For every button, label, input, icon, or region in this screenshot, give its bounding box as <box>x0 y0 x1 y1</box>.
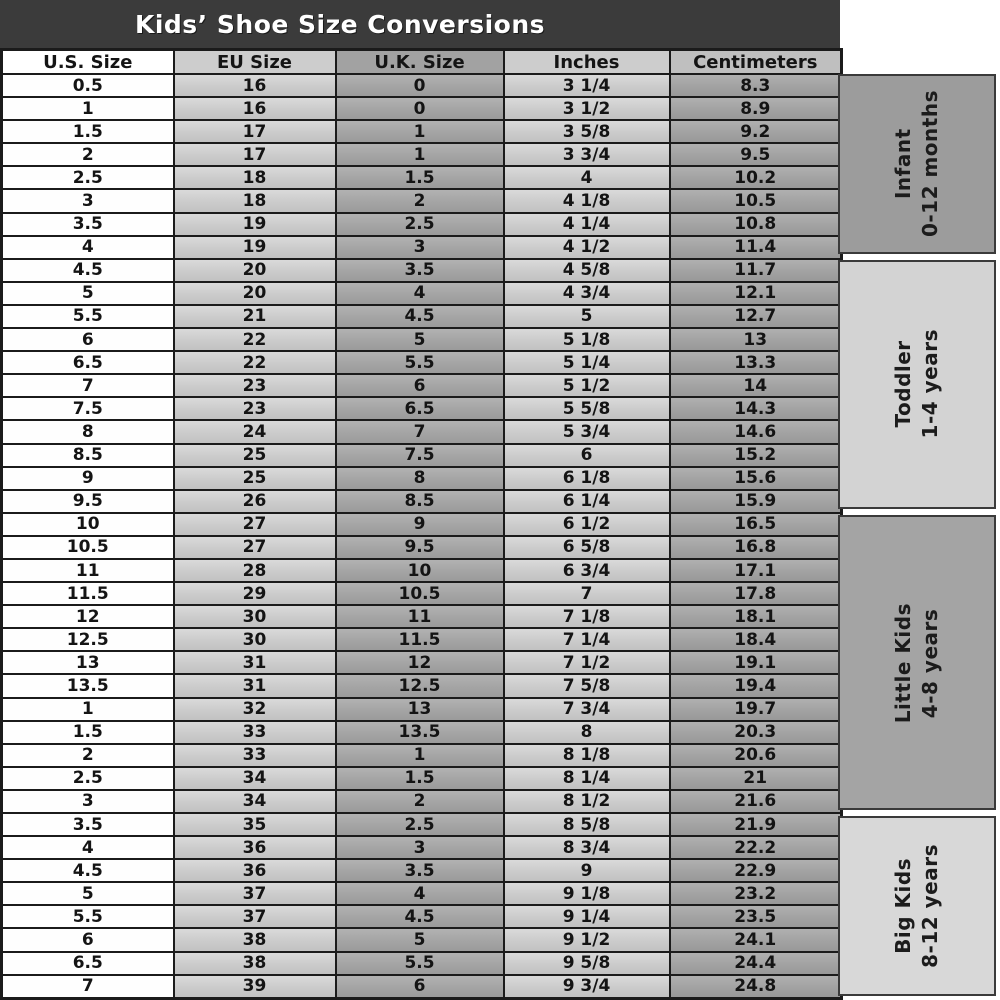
table-cell: 7 1/2 <box>504 651 670 674</box>
table-cell: 4 <box>336 882 504 905</box>
table-cell: 7.5 <box>336 444 504 467</box>
age-group-name: Little Kids <box>891 602 915 723</box>
table-cell: 22 <box>174 328 336 351</box>
table-row <box>2 882 842 905</box>
table-cell: 34 <box>174 790 336 813</box>
table-cell: 0.5 <box>2 74 174 97</box>
table-cell: 4 1/8 <box>504 189 670 212</box>
table-cell: 12.7 <box>670 305 842 328</box>
table-cell: 21 <box>670 767 842 790</box>
table-row <box>2 536 842 559</box>
table-cell: 8 3/4 <box>504 836 670 859</box>
table-cell: 14.3 <box>670 397 842 420</box>
table-cell: 4 <box>504 166 670 189</box>
table-cell: 14 <box>670 374 842 397</box>
table-cell: 1.5 <box>336 166 504 189</box>
table-cell: 4.5 <box>336 905 504 928</box>
table-cell: 15.6 <box>670 467 842 490</box>
table-cell: 10.2 <box>670 166 842 189</box>
age-group-band <box>838 816 996 996</box>
table-cell: 16.8 <box>670 536 842 559</box>
table-cell: 2.5 <box>336 213 504 236</box>
table-cell: 1 <box>336 143 504 166</box>
table-cell: 27 <box>174 513 336 536</box>
table-cell: 6.5 <box>2 351 174 374</box>
age-group-name: Big Kids <box>891 858 915 955</box>
table-cell: 3 <box>2 189 174 212</box>
table-cell: 9 <box>2 467 174 490</box>
header-row <box>2 50 842 75</box>
table-cell: 19.1 <box>670 651 842 674</box>
table-cell: 6 1/2 <box>504 513 670 536</box>
table-cell: 5 <box>504 305 670 328</box>
table-row <box>2 952 842 975</box>
table-row <box>2 259 842 282</box>
table-row <box>2 351 842 374</box>
table-cell: 8.9 <box>670 97 842 120</box>
table-cell: 23 <box>174 374 336 397</box>
table-row <box>2 674 842 697</box>
table-cell: 16.5 <box>670 513 842 536</box>
table-cell: 3 3/4 <box>504 143 670 166</box>
table-cell: 13 <box>670 328 842 351</box>
table-cell: 4.5 <box>336 305 504 328</box>
table-cell: 10.5 <box>2 536 174 559</box>
age-group-label <box>890 603 944 723</box>
table-cell: 8 1/4 <box>504 767 670 790</box>
age-group-range: 8-12 years <box>918 844 942 969</box>
table-cell: 6 <box>2 928 174 951</box>
table-cell: 18.4 <box>670 628 842 651</box>
table-row <box>2 975 842 999</box>
table-cell: 9 1/8 <box>504 882 670 905</box>
table-cell: 9.5 <box>2 490 174 513</box>
table-cell: 10 <box>336 559 504 582</box>
table-cell: 10.5 <box>670 189 842 212</box>
col-header-centimeters: Centimeters <box>670 50 842 75</box>
table-cell: 11.5 <box>2 582 174 605</box>
table-row <box>2 513 842 536</box>
table-cell: 10.5 <box>336 582 504 605</box>
table-row <box>2 744 842 767</box>
table-cell: 6 <box>336 975 504 999</box>
table-cell: 6 <box>504 444 670 467</box>
table-cell: 2 <box>2 143 174 166</box>
table-row <box>2 836 842 859</box>
table-cell: 0 <box>336 97 504 120</box>
table-cell: 29 <box>174 582 336 605</box>
table-cell: 7 5/8 <box>504 674 670 697</box>
table-cell: 7 3/4 <box>504 698 670 721</box>
table-cell: 31 <box>174 674 336 697</box>
table-row <box>2 143 842 166</box>
table-row <box>2 444 842 467</box>
table-cell: 12.5 <box>336 674 504 697</box>
table-cell: 6 5/8 <box>504 536 670 559</box>
table-cell: 11 <box>336 605 504 628</box>
table-cell: 35 <box>174 813 336 836</box>
table-cell: 13.5 <box>2 674 174 697</box>
table-cell: 18 <box>174 189 336 212</box>
table-cell: 21 <box>174 305 336 328</box>
table-cell: 2 <box>2 744 174 767</box>
table-row <box>2 328 842 351</box>
col-header-uk-size: U.K. Size <box>336 50 504 75</box>
table-cell: 3.5 <box>336 859 504 882</box>
table-cell: 31 <box>174 651 336 674</box>
table-cell: 8 1/8 <box>504 744 670 767</box>
table-cell: 8 <box>504 721 670 744</box>
table-cell: 1 <box>336 744 504 767</box>
table-cell: 3.5 <box>2 813 174 836</box>
table-cell: 8 5/8 <box>504 813 670 836</box>
table-cell: 2 <box>336 790 504 813</box>
table-cell: 3 <box>336 836 504 859</box>
table-cell: 13 <box>2 651 174 674</box>
table-cell: 18.1 <box>670 605 842 628</box>
table-cell: 8 <box>336 467 504 490</box>
table-cell: 20 <box>174 282 336 305</box>
table-cell: 7 <box>336 420 504 443</box>
table-cell: 4 <box>2 236 174 259</box>
table-cell: 9 3/4 <box>504 975 670 999</box>
table-row <box>2 859 842 882</box>
age-group-band <box>838 260 996 509</box>
table-cell: 2 <box>336 189 504 212</box>
table-cell: 1 <box>2 97 174 120</box>
table-cell: 17 <box>174 120 336 143</box>
table-cell: 8 1/2 <box>504 790 670 813</box>
table-cell: 36 <box>174 859 336 882</box>
table-cell: 0 <box>336 74 504 97</box>
table-row <box>2 790 842 813</box>
table-cell: 20.3 <box>670 721 842 744</box>
table-cell: 12.1 <box>670 282 842 305</box>
table-cell: 3 1/2 <box>504 97 670 120</box>
table-cell: 11.4 <box>670 236 842 259</box>
table-cell: 5 1/4 <box>504 351 670 374</box>
table-cell: 15.9 <box>670 490 842 513</box>
table-row <box>2 97 842 120</box>
table-row <box>2 120 842 143</box>
table-row <box>2 189 842 212</box>
table-cell: 3 1/4 <box>504 74 670 97</box>
table-cell: 6 <box>2 328 174 351</box>
table-cell: 4 1/2 <box>504 236 670 259</box>
table-cell: 24.8 <box>670 975 842 999</box>
table-cell: 5 3/4 <box>504 420 670 443</box>
title-bar <box>0 0 840 48</box>
table-cell: 22 <box>174 351 336 374</box>
table-cell: 5.5 <box>336 351 504 374</box>
table-cell: 20 <box>174 259 336 282</box>
table-row <box>2 374 842 397</box>
table-cell: 9 1/2 <box>504 928 670 951</box>
table-cell: 24.1 <box>670 928 842 951</box>
table-cell: 15.2 <box>670 444 842 467</box>
table-row <box>2 698 842 721</box>
table-cell: 13.3 <box>670 351 842 374</box>
table-cell: 30 <box>174 605 336 628</box>
table-cell: 17.8 <box>670 582 842 605</box>
table-cell: 17.1 <box>670 559 842 582</box>
table-cell: 6 1/4 <box>504 490 670 513</box>
table-cell: 5 <box>336 928 504 951</box>
table-cell: 36 <box>174 836 336 859</box>
table-cell: 4.5 <box>2 859 174 882</box>
table-cell: 10 <box>2 513 174 536</box>
table-cell: 4 1/4 <box>504 213 670 236</box>
table-cell: 11.7 <box>670 259 842 282</box>
table-cell: 5 <box>336 328 504 351</box>
age-group-band <box>838 515 996 811</box>
table-row <box>2 420 842 443</box>
table-cell: 16 <box>174 74 336 97</box>
age-group-range: 1-4 years <box>918 329 942 439</box>
age-group-band <box>838 74 996 254</box>
table-cell: 33 <box>174 721 336 744</box>
table-cell: 5.5 <box>2 905 174 928</box>
table-cell: 20.6 <box>670 744 842 767</box>
table-cell: 2.5 <box>336 813 504 836</box>
table-cell: 7 <box>2 374 174 397</box>
table-cell: 9.2 <box>670 120 842 143</box>
table-cell: 13 <box>336 698 504 721</box>
table-cell: 28 <box>174 559 336 582</box>
table-cell: 7 1/8 <box>504 605 670 628</box>
table-cell: 12 <box>336 651 504 674</box>
table-cell: 23 <box>174 397 336 420</box>
table-cell: 9.5 <box>336 536 504 559</box>
table-row <box>2 582 842 605</box>
age-group-name: Infant <box>891 128 915 200</box>
chart-title: Kids’ Shoe Size Conversions <box>134 9 546 39</box>
age-group-label <box>890 90 944 237</box>
table-cell: 39 <box>174 975 336 999</box>
table-cell: 5 5/8 <box>504 397 670 420</box>
table-cell: 7 1/4 <box>504 628 670 651</box>
table-cell: 4 5/8 <box>504 259 670 282</box>
size-conversion-table <box>0 48 843 1000</box>
table-row <box>2 305 842 328</box>
table-row <box>2 813 842 836</box>
table-cell: 37 <box>174 882 336 905</box>
table-cell: 22.9 <box>670 859 842 882</box>
table-cell: 38 <box>174 928 336 951</box>
table-cell: 37 <box>174 905 336 928</box>
age-group-name: Toddler <box>891 340 915 428</box>
table-cell: 5 <box>2 882 174 905</box>
table-cell: 6 <box>336 374 504 397</box>
table-row <box>2 236 842 259</box>
table-cell: 5 1/2 <box>504 374 670 397</box>
table-row <box>2 559 842 582</box>
table-row <box>2 166 842 189</box>
table-cell: 3 <box>336 236 504 259</box>
table-cell: 8 <box>2 420 174 443</box>
table-cell: 4 3/4 <box>504 282 670 305</box>
col-header-eu-size: EU Size <box>174 50 336 75</box>
table-cell: 8.5 <box>336 490 504 513</box>
table-cell: 22.2 <box>670 836 842 859</box>
table-cell: 9.5 <box>670 143 842 166</box>
table-cell: 14.6 <box>670 420 842 443</box>
table-row <box>2 651 842 674</box>
table-cell: 32 <box>174 698 336 721</box>
table-cell: 24 <box>174 420 336 443</box>
table-cell: 26 <box>174 490 336 513</box>
table-cell: 6.5 <box>336 397 504 420</box>
table-row <box>2 721 842 744</box>
table-cell: 9 1/4 <box>504 905 670 928</box>
table-cell: 19 <box>174 213 336 236</box>
table-cell: 33 <box>174 744 336 767</box>
table-cell: 6.5 <box>2 952 174 975</box>
table-row <box>2 628 842 651</box>
table-cell: 5 <box>2 282 174 305</box>
table-cell: 7.5 <box>2 397 174 420</box>
table-cell: 1 <box>2 698 174 721</box>
table-cell: 19 <box>174 236 336 259</box>
table-row <box>2 928 842 951</box>
table-row <box>2 397 842 420</box>
table-row <box>2 213 842 236</box>
age-group-range: 4-8 years <box>918 607 942 718</box>
table-cell: 11.5 <box>336 628 504 651</box>
table-cell: 6 3/4 <box>504 559 670 582</box>
table-cell: 16 <box>174 97 336 120</box>
table-row <box>2 282 842 305</box>
table-cell: 21.6 <box>670 790 842 813</box>
table-cell: 30 <box>174 628 336 651</box>
table-row <box>2 905 842 928</box>
table-cell: 5 1/8 <box>504 328 670 351</box>
table-cell: 3 <box>2 790 174 813</box>
col-header-inches: Inches <box>504 50 670 75</box>
table-cell: 9 <box>336 513 504 536</box>
table-cell: 12 <box>2 605 174 628</box>
table-cell: 4 <box>2 836 174 859</box>
table-cell: 19.7 <box>670 698 842 721</box>
table-cell: 3 5/8 <box>504 120 670 143</box>
table-cell: 25 <box>174 467 336 490</box>
table-row <box>2 467 842 490</box>
table-cell: 6 1/8 <box>504 467 670 490</box>
table-cell: 38 <box>174 952 336 975</box>
table-cell: 27 <box>174 536 336 559</box>
table-cell: 18 <box>174 166 336 189</box>
table-cell: 7 <box>2 975 174 999</box>
table-cell: 11 <box>2 559 174 582</box>
table-row <box>2 490 842 513</box>
table-cell: 5.5 <box>2 305 174 328</box>
table-cell: 21.9 <box>670 813 842 836</box>
table-row <box>2 767 842 790</box>
table-cell: 9 <box>504 859 670 882</box>
table-cell: 3.5 <box>2 213 174 236</box>
table-cell: 12.5 <box>2 628 174 651</box>
table-cell: 5.5 <box>336 952 504 975</box>
table-cell: 25 <box>174 444 336 467</box>
table-cell: 2.5 <box>2 166 174 189</box>
table-cell: 10.8 <box>670 213 842 236</box>
table-cell: 24.4 <box>670 952 842 975</box>
table-cell: 1.5 <box>2 721 174 744</box>
table-cell: 9 5/8 <box>504 952 670 975</box>
table-cell: 1.5 <box>336 767 504 790</box>
age-group-label <box>890 844 944 968</box>
table-cell: 7 <box>504 582 670 605</box>
table-cell: 19.4 <box>670 674 842 697</box>
age-group-label <box>890 329 944 438</box>
table-cell: 8.3 <box>670 74 842 97</box>
table-row <box>2 605 842 628</box>
age-group-range: 0-12 months <box>918 90 942 238</box>
table-cell: 1.5 <box>2 120 174 143</box>
table-cell: 1 <box>336 120 504 143</box>
table-cell: 34 <box>174 767 336 790</box>
col-header-us-size: U.S. Size <box>2 50 174 75</box>
table-cell: 8.5 <box>2 444 174 467</box>
table-cell: 23.5 <box>670 905 842 928</box>
table-cell: 23.2 <box>670 882 842 905</box>
table-cell: 4.5 <box>2 259 174 282</box>
table-cell: 17 <box>174 143 336 166</box>
table-cell: 2.5 <box>2 767 174 790</box>
table-cell: 13.5 <box>336 721 504 744</box>
table-cell: 3.5 <box>336 259 504 282</box>
table-row <box>2 74 842 97</box>
table-cell: 4 <box>336 282 504 305</box>
